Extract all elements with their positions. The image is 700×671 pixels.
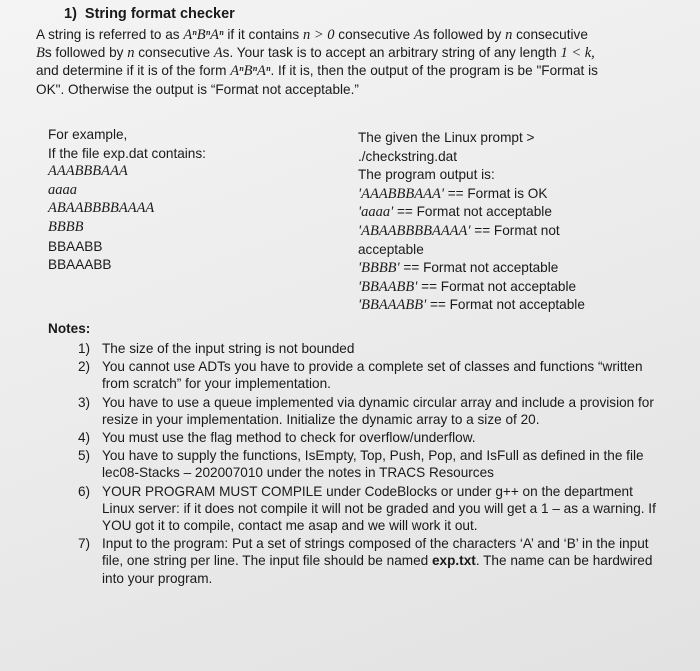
example-input-item: aaaa — [48, 181, 77, 198]
output-line: 'ABAABBBBAAAA' == Format not — [358, 222, 560, 239]
example-file-line: If the file exp.dat contains: — [48, 145, 206, 161]
example-heading: For example, — [48, 127, 128, 142]
note-item: 4) You must use the flag method to check for overflow/underflow. — [78, 430, 476, 446]
note-item: 6) YOUR PROGRAM MUST COMPILE under CodeBlocks or under g++ on the department Linux server: if it does not compile it will not be graded and you will get a 1 – as a warning. If YOU got it to compile, contact me asap and we will work it out. — [78, 483, 656, 534]
notes-list — [78, 340, 668, 588]
note-item: 7) Input to the program: Put a set of strings composed of the characters ‘A’ and ‘B’ in the input file, one string per line. The input file should be named exp.txt. The name can be hardwired into your program. — [78, 536, 653, 586]
problem-title-text: String format checker — [84, 6, 235, 22]
example-input-item: BBAAABB — [48, 257, 112, 273]
example-input-item: AAABBBAAA — [48, 163, 128, 180]
output-line: 'AAABBBAAA' == Format is OK — [358, 185, 548, 202]
note-item: 5) You have to supply the functions, IsEmpty, Top, Push, Pop, and IsFull as defined in the file lec08-Stacks – 202007010 under the notes in TRACS Resources — [78, 448, 644, 481]
example-output-column — [358, 129, 618, 315]
output-line: acceptable — [358, 241, 424, 257]
example-input-item: BBBB — [48, 218, 84, 235]
problem-number: 1) — [64, 6, 77, 22]
output-line: 'BBAABB' == Format not acceptable — [358, 278, 577, 295]
output-line: 'aaaa' == Format not acceptable — [358, 204, 552, 221]
filename: exp.txt — [431, 553, 476, 569]
output-label: The program output is: — [358, 167, 495, 183]
example-input-item: BBAABB — [48, 238, 103, 254]
problem-title — [64, 6, 235, 23]
formula: AⁿBⁿAⁿ — [230, 63, 271, 80]
intro-line-3: and determine if it is of the form AⁿBⁿAⁿ. If it is, then the output of the program is be "Format is — [36, 63, 598, 80]
output-line: 'BBBB' == Format not acceptable — [358, 260, 559, 277]
note-item: 3) You have to use a queue implemented via dynamic circular array and include a provision for resize in your implementation. Initialize the dynamic array to a size of 20. — [78, 394, 654, 427]
example-input-column — [48, 126, 328, 275]
problem-description — [36, 26, 676, 98]
output-line: 'BBAAABB' == Format not acceptable — [358, 297, 585, 314]
formula: AⁿBⁿAⁿ — [183, 27, 224, 43]
note-item: 2) You cannot use ADTs you have to provide a complete set of classes and functions “written from scratch” for your implementation. — [78, 359, 643, 392]
intro-line-1: A string is referred to as AⁿBⁿAⁿ if it contains n > 0 consecutive As followed by n consecutive — [36, 27, 588, 43]
intro-line-2: Bs followed by n consecutive As. Your task is to accept an arbitrary string of any length 1 < k, — [36, 45, 595, 62]
notes-heading: Notes: — [48, 321, 91, 336]
command: ./checkstring.dat — [358, 148, 457, 164]
example-input-item: ABAABBBBAAAA — [48, 200, 155, 217]
linux-prompt: The given the Linux prompt > — [358, 130, 535, 145]
note-item: 1) The size of the input string is not bounded — [78, 341, 355, 356]
intro-line-4: OK". Otherwise the output is “Format not acceptable.” — [36, 81, 359, 97]
